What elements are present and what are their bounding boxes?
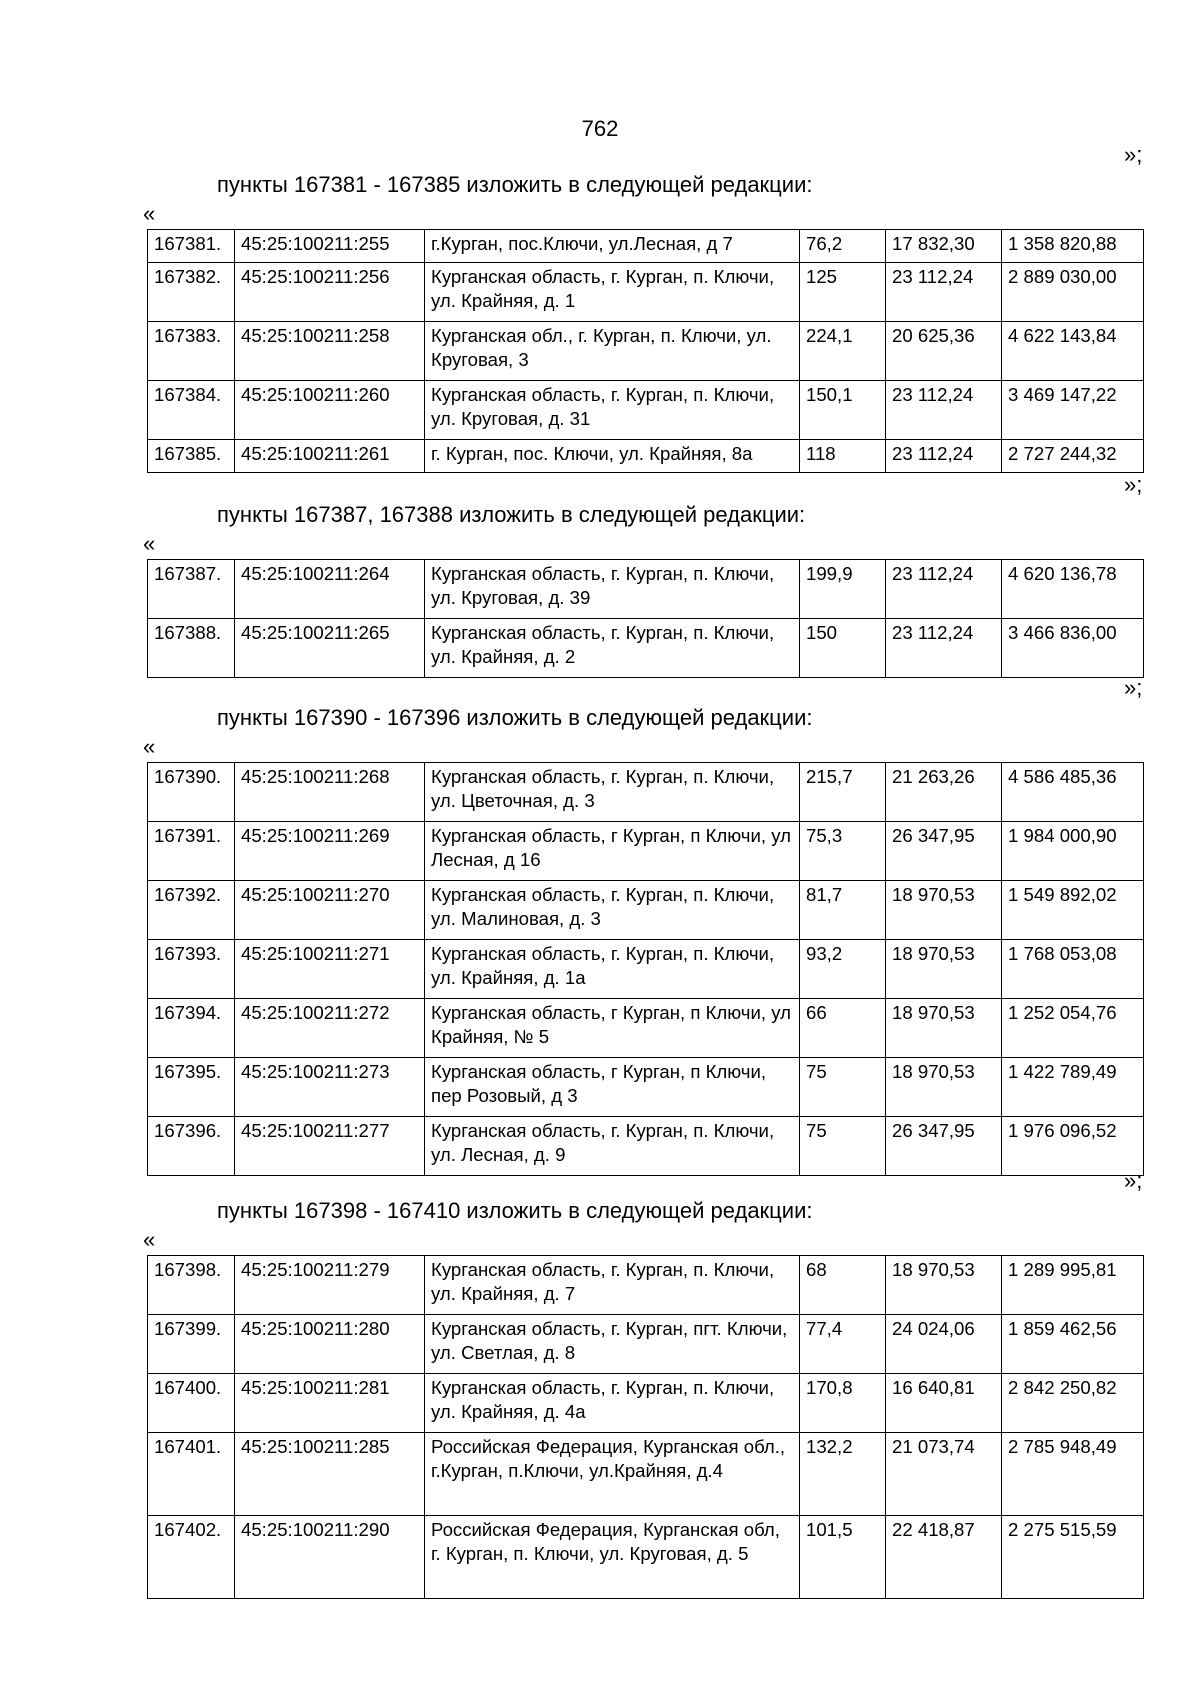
table-row [148, 999, 1144, 1058]
cadastral-number-cell: 45:25:100211:260 [235, 381, 425, 440]
row-number-cell: 167396. [148, 1117, 235, 1176]
area-cell: 125 [800, 263, 886, 322]
closing-quote: »; [1124, 675, 1143, 700]
cadastral-number-cell: 45:25:100211:256 [235, 263, 425, 322]
cadastral-number-cell: 45:25:100211:280 [235, 1315, 425, 1374]
table-row [148, 1433, 1144, 1516]
specific-value-cell: 26 347,95 [886, 822, 1002, 881]
cadastral-number-cell: 45:25:100211:290 [235, 1516, 425, 1599]
area-cell: 66 [800, 999, 886, 1058]
area-cell: 81,7 [800, 881, 886, 940]
address-cell: Курганская область, г. Курган, п. Ключи, ул. Круговая, д. 39 [425, 560, 800, 619]
cadastral-value-cell: 1 252 054,76 [1002, 999, 1144, 1058]
cadastral-number-cell: 45:25:100211:281 [235, 1374, 425, 1433]
table-row [148, 1058, 1144, 1117]
row-number-cell: 167394. [148, 999, 235, 1058]
row-number-cell: 167400. [148, 1374, 235, 1433]
row-number-cell: 167387. [148, 560, 235, 619]
cadastral-value-cell: 4 586 485,36 [1002, 763, 1144, 822]
address-cell: г. Курган, пос. Ключи, ул. Крайняя, 8а [425, 440, 800, 473]
table-row [148, 1117, 1144, 1176]
address-cell: Российская Федерация, Курганская обл, г. Курган, п. Ключи, ул. Круговая, д. 5 [425, 1516, 800, 1599]
opening-quote: « [143, 734, 156, 759]
address-cell: г.Курган, пос.Ключи, ул.Лесная, д 7 [425, 230, 800, 263]
cadastral-value-cell: 3 466 836,00 [1002, 619, 1144, 678]
address-cell: Курганская область, г. Курган, п. Ключи, ул. Цветочная, д. 3 [425, 763, 800, 822]
cadastral-number-cell: 45:25:100211:279 [235, 1256, 425, 1315]
table-row [148, 1374, 1144, 1433]
table-row [148, 822, 1144, 881]
specific-value-cell: 18 970,53 [886, 999, 1002, 1058]
amendment-table [147, 229, 1144, 473]
cadastral-value-cell: 2 275 515,59 [1002, 1516, 1144, 1599]
specific-value-cell: 23 112,24 [886, 440, 1002, 473]
area-cell: 101,5 [800, 1516, 886, 1599]
row-number-cell: 167399. [148, 1315, 235, 1374]
address-cell: Курганская область, г Курган, п Ключи, ул Крайняя, № 5 [425, 999, 800, 1058]
specific-value-cell: 24 024,06 [886, 1315, 1002, 1374]
cadastral-number-cell: 45:25:100211:264 [235, 560, 425, 619]
specific-value-cell: 17 832,30 [886, 230, 1002, 263]
cadastral-number-cell: 45:25:100211:272 [235, 999, 425, 1058]
opening-quote: « [143, 531, 156, 556]
area-cell: 215,7 [800, 763, 886, 822]
row-number-cell: 167398. [148, 1256, 235, 1315]
row-number-cell: 167391. [148, 822, 235, 881]
cadastral-value-cell: 2 785 948,49 [1002, 1433, 1144, 1516]
area-cell: 75 [800, 1058, 886, 1117]
row-number-cell: 167382. [148, 263, 235, 322]
cadastral-value-cell: 1 984 000,90 [1002, 822, 1144, 881]
cadastral-value-cell: 4 622 143,84 [1002, 322, 1144, 381]
area-cell: 150 [800, 619, 886, 678]
cadastral-value-cell: 1 976 096,52 [1002, 1117, 1144, 1176]
table-row [148, 560, 1144, 619]
address-cell: Курганская область, г. Курган, п. Ключи, ул. Крайняя, д. 4а [425, 1374, 800, 1433]
cadastral-number-cell: 45:25:100211:258 [235, 322, 425, 381]
closing-quote: »; [1124, 142, 1143, 167]
specific-value-cell: 18 970,53 [886, 1058, 1002, 1117]
area-cell: 68 [800, 1256, 886, 1315]
area-cell: 132,2 [800, 1433, 886, 1516]
area-cell: 75 [800, 1117, 886, 1176]
specific-value-cell: 22 418,87 [886, 1516, 1002, 1599]
amendment-table [147, 1255, 1144, 1599]
cadastral-value-cell: 1 358 820,88 [1002, 230, 1144, 263]
specific-value-cell: 18 970,53 [886, 1256, 1002, 1315]
area-cell: 118 [800, 440, 886, 473]
area-cell: 199,9 [800, 560, 886, 619]
area-cell: 75,3 [800, 822, 886, 881]
cadastral-number-cell: 45:25:100211:261 [235, 440, 425, 473]
cadastral-number-cell: 45:25:100211:269 [235, 822, 425, 881]
cadastral-number-cell: 45:25:100211:268 [235, 763, 425, 822]
specific-value-cell: 21 073,74 [886, 1433, 1002, 1516]
cadastral-value-cell: 1 549 892,02 [1002, 881, 1144, 940]
specific-value-cell: 23 112,24 [886, 263, 1002, 322]
cadastral-value-cell: 2 889 030,00 [1002, 263, 1144, 322]
section-heading: пункты 167387, 167388 изложить в следующей редакции: [217, 502, 806, 527]
table-row [148, 881, 1144, 940]
section-heading: пункты 167381 - 167385 изложить в следующей редакции: [217, 172, 813, 197]
row-number-cell: 167392. [148, 881, 235, 940]
address-cell: Курганская область, г. Курган, п. Ключи, ул. Крайняя, д. 7 [425, 1256, 800, 1315]
specific-value-cell: 23 112,24 [886, 619, 1002, 678]
table-row [148, 763, 1144, 822]
specific-value-cell: 16 640,81 [886, 1374, 1002, 1433]
area-cell: 224,1 [800, 322, 886, 381]
address-cell: Курганская область, г Курган, п Ключи, ул Лесная, д 16 [425, 822, 800, 881]
address-cell: Курганская область, г. Курган, п. Ключи, ул. Малиновая, д. 3 [425, 881, 800, 940]
cadastral-number-cell: 45:25:100211:271 [235, 940, 425, 999]
cadastral-value-cell: 1 768 053,08 [1002, 940, 1144, 999]
cadastral-value-cell: 1 859 462,56 [1002, 1315, 1144, 1374]
opening-quote: « [143, 201, 156, 226]
amendment-table [147, 762, 1144, 1176]
specific-value-cell: 20 625,36 [886, 322, 1002, 381]
row-number-cell: 167390. [148, 763, 235, 822]
area-cell: 76,2 [800, 230, 886, 263]
table-row [148, 619, 1144, 678]
address-cell: Российская Федерация, Курганская обл., г.Курган, п.Ключи, ул.Крайняя, д.4 [425, 1433, 800, 1516]
page-number: 762 [581, 116, 619, 141]
table-row [148, 322, 1144, 381]
opening-quote: « [143, 1227, 156, 1252]
area-cell: 150,1 [800, 381, 886, 440]
address-cell: Курганская обл., г. Курган, п. Ключи, ул. Круговая, 3 [425, 322, 800, 381]
area-cell: 93,2 [800, 940, 886, 999]
address-cell: Курганская область, г. Курган, п. Ключи, ул. Круговая, д. 31 [425, 381, 800, 440]
table-row [148, 1256, 1144, 1315]
address-cell: Курганская область, г. Курган, п. Ключи, ул. Крайняя, д. 1а [425, 940, 800, 999]
row-number-cell: 167384. [148, 381, 235, 440]
cadastral-value-cell: 2 727 244,32 [1002, 440, 1144, 473]
address-cell: Курганская область, г. Курган, п. Ключи, ул. Крайняя, д. 2 [425, 619, 800, 678]
amendment-table [147, 559, 1144, 678]
row-number-cell: 167395. [148, 1058, 235, 1117]
table-row [148, 230, 1144, 263]
table-row [148, 940, 1144, 999]
cadastral-number-cell: 45:25:100211:255 [235, 230, 425, 263]
cadastral-value-cell: 1 289 995,81 [1002, 1256, 1144, 1315]
row-number-cell: 167402. [148, 1516, 235, 1599]
specific-value-cell: 21 263,26 [886, 763, 1002, 822]
specific-value-cell: 23 112,24 [886, 560, 1002, 619]
row-number-cell: 167401. [148, 1433, 235, 1516]
closing-quote: »; [1124, 472, 1143, 497]
table-row [148, 381, 1144, 440]
address-cell: Курганская область, г Курган, п Ключи, пер Розовый, д 3 [425, 1058, 800, 1117]
area-cell: 77,4 [800, 1315, 886, 1374]
row-number-cell: 167393. [148, 940, 235, 999]
row-number-cell: 167385. [148, 440, 235, 473]
specific-value-cell: 18 970,53 [886, 940, 1002, 999]
cadastral-number-cell: 45:25:100211:270 [235, 881, 425, 940]
address-cell: Курганская область, г. Курган, п. Ключи, ул. Лесная, д. 9 [425, 1117, 800, 1176]
address-cell: Курганская область, г. Курган, пгт. Ключи, ул. Светлая, д. 8 [425, 1315, 800, 1374]
table-row [148, 1516, 1144, 1599]
row-number-cell: 167383. [148, 322, 235, 381]
cadastral-value-cell: 4 620 136,78 [1002, 560, 1144, 619]
cadastral-value-cell: 1 422 789,49 [1002, 1058, 1144, 1117]
cadastral-number-cell: 45:25:100211:265 [235, 619, 425, 678]
cadastral-number-cell: 45:25:100211:285 [235, 1433, 425, 1516]
specific-value-cell: 26 347,95 [886, 1117, 1002, 1176]
cadastral-value-cell: 2 842 250,82 [1002, 1374, 1144, 1433]
row-number-cell: 167381. [148, 230, 235, 263]
table-row [148, 1315, 1144, 1374]
cadastral-number-cell: 45:25:100211:277 [235, 1117, 425, 1176]
address-cell: Курганская область, г. Курган, п. Ключи, ул. Крайняя, д. 1 [425, 263, 800, 322]
specific-value-cell: 18 970,53 [886, 881, 1002, 940]
specific-value-cell: 23 112,24 [886, 381, 1002, 440]
area-cell: 170,8 [800, 1374, 886, 1433]
row-number-cell: 167388. [148, 619, 235, 678]
table-row [148, 440, 1144, 473]
section-heading: пункты 167390 - 167396 изложить в следующей редакции: [217, 705, 813, 730]
table-row [148, 263, 1144, 322]
cadastral-value-cell: 3 469 147,22 [1002, 381, 1144, 440]
cadastral-number-cell: 45:25:100211:273 [235, 1058, 425, 1117]
section-heading: пункты 167398 - 167410 изложить в следующей редакции: [217, 1198, 813, 1223]
closing-quote: »; [1124, 1168, 1143, 1193]
